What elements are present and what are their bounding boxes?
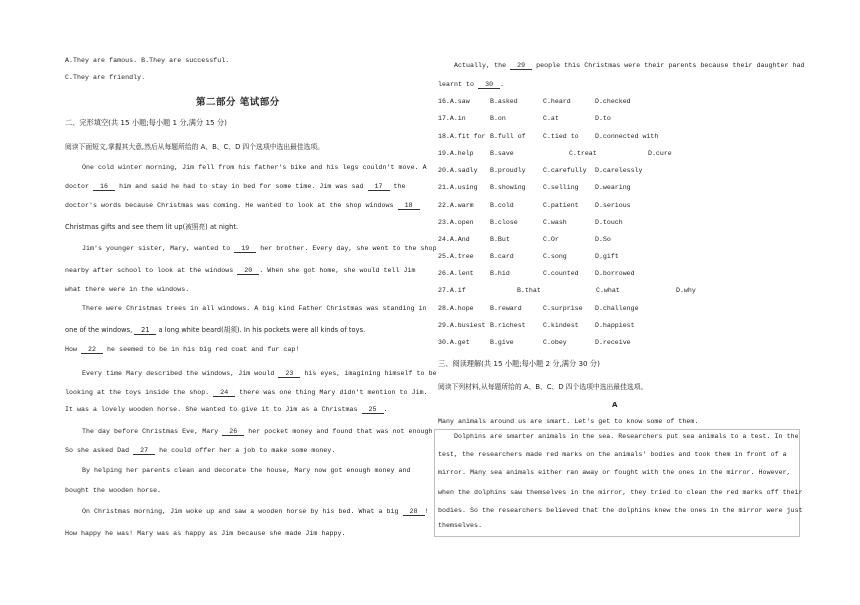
option-25-b[interactable]: B.card	[490, 253, 514, 260]
option-19-b[interactable]: B.save	[490, 150, 514, 157]
option-21-a[interactable]: 21.A.using	[438, 184, 478, 191]
option-17-b[interactable]: B.on	[490, 115, 506, 122]
prev-options-line-1: A.They are famous. B.They are successful.	[65, 57, 230, 64]
option-16-c[interactable]: C.heard	[543, 98, 571, 105]
p8-line-1: Actually, the 29 people this Christmas were their parents because their daughter had	[454, 62, 805, 69]
blank-18[interactable]: 18	[398, 202, 420, 210]
option-30-d[interactable]: D.receive	[595, 339, 631, 346]
option-24-d[interactable]: D.So	[595, 236, 611, 243]
passage-line-3: mirror. Many sea animals either ran away or fought with the ones in the mirror. However,	[438, 469, 791, 476]
option-18-a[interactable]: 18.A.fit for	[438, 133, 486, 140]
p4-line-1: Every time Mary described the windows, Jim would 23 his eyes, imagining himself to be	[82, 370, 437, 377]
option-17-d[interactable]: D.to	[595, 115, 611, 122]
option-21-b[interactable]: B.showing	[490, 184, 526, 191]
p2-line-2: nearby after school to look at the windows 20 . When she got home, she would tell Jim	[65, 267, 416, 274]
blank-28[interactable]: 28	[403, 508, 425, 516]
option-29-d[interactable]: D.happiest	[595, 322, 635, 329]
option-20-d[interactable]: D.carelessly	[595, 167, 643, 174]
blank-23[interactable]: 23	[278, 370, 300, 378]
blank-25[interactable]: 25	[362, 406, 384, 414]
p2-line-1: Jim's younger sister, Mary, wanted to 19 her brother. Every day, she went to the shop	[82, 245, 437, 252]
option-25-c[interactable]: C.song	[543, 253, 567, 260]
option-26-b[interactable]: B.hid	[490, 270, 510, 277]
reading-instruction: 阅读下列材料,从每题所给的 A、B、C、D 四个选项中选出最佳选项。	[438, 383, 648, 391]
p5-line-2: So she asked Dad 27 he could offer her a job to make some money.	[65, 447, 336, 454]
option-26-c[interactable]: C.counted	[543, 270, 579, 277]
option-20-b[interactable]: B.proudly	[490, 167, 526, 174]
p4-line-3: It was a lovely wooden horse. She wanted to give it to Jim as a Christmas 25 .	[65, 406, 388, 413]
option-28-b[interactable]: B.reward	[490, 305, 522, 312]
cloze-section-title: 二、完形填空(共 15 小题;每小题 1 分,满分 15 分)	[65, 118, 227, 127]
option-18-c[interactable]: C.tied to	[543, 133, 579, 140]
blank-16[interactable]: 16	[93, 183, 115, 191]
passage-line-2: test, the researchers made red marks on the animals' bodies and took them in front of a	[438, 451, 787, 458]
option-27-a[interactable]: 27.A.if	[438, 287, 466, 294]
option-29-c[interactable]: C.kindest	[543, 322, 579, 329]
option-17-c[interactable]: C.at	[543, 115, 559, 122]
passage-intro: Many animals around us are smart. Let's get to know some of them.	[438, 418, 699, 425]
option-17-a[interactable]: 17.A.in	[438, 115, 466, 122]
passage-box	[434, 429, 800, 537]
option-22-b[interactable]: B.cold	[490, 202, 514, 209]
option-19-d[interactable]: D.cure	[648, 150, 672, 157]
option-28-c[interactable]: C.surprise	[543, 305, 583, 312]
option-26-a[interactable]: 26.A.lent	[438, 270, 474, 277]
option-23-a[interactable]: 23.A.open	[438, 219, 474, 226]
option-22-c[interactable]: C.patient	[543, 202, 579, 209]
blank-24[interactable]: 24	[213, 389, 235, 397]
blank-29[interactable]: 29	[510, 62, 532, 70]
passage-line-4: when the dolphins saw themselves in the mirror, they tried to clean the red marks off their	[438, 489, 803, 496]
p2-line-3: what there were in the windows.	[65, 286, 190, 293]
option-21-c[interactable]: C.selling	[543, 184, 579, 191]
option-28-d[interactable]: D.challenge	[595, 305, 639, 312]
option-28-a[interactable]: 28.A.hope	[438, 305, 474, 312]
passage-line-1: Dolphins are smarter animals in the sea. Researchers put sea animals to a test. In the	[454, 433, 799, 440]
p3-line-3: How 22 he seemed to be in his big red coat and fur cap!	[65, 346, 300, 353]
p3-line-1: There were Christmas trees in all windows. A big kind Father Christmas was standing in	[82, 305, 427, 312]
option-27-c[interactable]: C.what	[596, 287, 620, 294]
prev-options-line-2: C.They are friendly.	[65, 74, 146, 81]
option-24-a[interactable]: 24.A.And	[438, 236, 470, 243]
option-21-d[interactable]: D.wearing	[595, 184, 631, 191]
blank-21[interactable]: 21	[134, 326, 156, 335]
p7-line-2: How happy he was! Mary was as happy as Jim because she made Jim happy.	[65, 530, 346, 537]
option-20-c[interactable]: C.carefully	[543, 167, 587, 174]
p6-line-2: bought the wooden horse.	[65, 487, 162, 494]
option-16-d[interactable]: D.checked	[595, 98, 631, 105]
p6-line-1: By helping her parents clean and decorate the house, Mary now got enough money and	[82, 467, 411, 474]
p3-line-2: one of the windows, 21 a long white beard(胡须). In his pockets were all kinds of toys.	[65, 326, 366, 334]
option-30-b[interactable]: B.give	[490, 339, 514, 346]
reading-section-title: 三、阅读理解(共 15 小题;每小题 2 分,满分 30 分)	[438, 359, 600, 368]
option-30-c[interactable]: C.obey	[543, 339, 567, 346]
passage-letter: A	[612, 401, 618, 409]
option-20-a[interactable]: 20.A.sadly	[438, 167, 478, 174]
option-22-d[interactable]: D.serious	[595, 202, 631, 209]
passage-line-5: bodies. So the researchers believed that the dolphins knew the ones in the mirror were just	[438, 507, 803, 514]
option-16-b[interactable]: B.asked	[490, 98, 518, 105]
p7-line-1: On Christmas morning, Jim woke up and saw a wooden horse by his bed. What a big 28 !	[82, 508, 429, 515]
option-24-c[interactable]: C.Or	[543, 236, 559, 243]
option-16-a[interactable]: 16.A.saw	[438, 98, 470, 105]
p5-line-1: The day before Christmas Eve, Mary 26 her pocket money and found that was not enough.	[82, 428, 437, 435]
passage-line-6: themselves.	[438, 522, 483, 529]
blank-30[interactable]: 30	[478, 81, 500, 89]
option-25-d[interactable]: D.gift	[595, 253, 619, 260]
option-27-d[interactable]: D.why	[676, 287, 696, 294]
option-29-a[interactable]: 29.A.busiest	[438, 322, 486, 329]
option-18-d[interactable]: D.connected with	[595, 133, 659, 140]
p1-line-1: One cold winter morning, Jim fell from his father's bike and his legs couldn't move. A	[82, 164, 427, 171]
blank-27[interactable]: 27	[133, 447, 155, 455]
option-24-b[interactable]: B.But	[490, 236, 510, 243]
option-26-d[interactable]: D.borrowed	[595, 270, 635, 277]
option-23-d[interactable]: D.touch	[595, 219, 623, 226]
blank-17[interactable]: 17	[368, 183, 390, 191]
option-22-a[interactable]: 22.A.warm	[438, 202, 474, 209]
option-19-c[interactable]: C.treat	[569, 150, 597, 157]
option-23-c[interactable]: C.wash	[543, 219, 567, 226]
option-19-a[interactable]: 19.A.help	[438, 150, 474, 157]
blank-20[interactable]: 20	[237, 267, 259, 275]
option-29-b[interactable]: B.richest	[490, 322, 526, 329]
option-25-a[interactable]: 25.A.tree	[438, 253, 474, 260]
part-title: 第二部分 笔试部分	[196, 97, 280, 108]
option-30-a[interactable]: 30.A.get	[438, 339, 470, 346]
blank-26[interactable]: 26	[222, 428, 244, 436]
p1-line-4: Christmas gifts and see them lit up(被照亮) at night.	[65, 223, 239, 231]
p1-line-3: doctor's words because Christmas was coming. He wanted to look at the shop windows 18	[65, 202, 420, 210]
p8-line-2: learnt to 30 .	[438, 81, 505, 88]
p1-line-2: doctor 16 him and said he had to stay in bed for some time. Jim was sad 17 the	[65, 183, 406, 190]
blank-19[interactable]: 19	[234, 245, 256, 253]
option-23-b[interactable]: B.close	[490, 219, 518, 226]
option-18-b[interactable]: B.full of	[490, 133, 526, 140]
blank-22[interactable]: 22	[81, 346, 103, 354]
cloze-instruction: 阅读下面短文,掌握其大意,然后从每题所给的 A、B、C、D 四个选项中选出最佳选项。	[65, 143, 325, 151]
p4-line-2: looking at the toys inside the shop. 24 there was one thing Mary didn't mention to Jim.	[65, 389, 428, 396]
option-27-b[interactable]: B.that	[517, 287, 541, 294]
